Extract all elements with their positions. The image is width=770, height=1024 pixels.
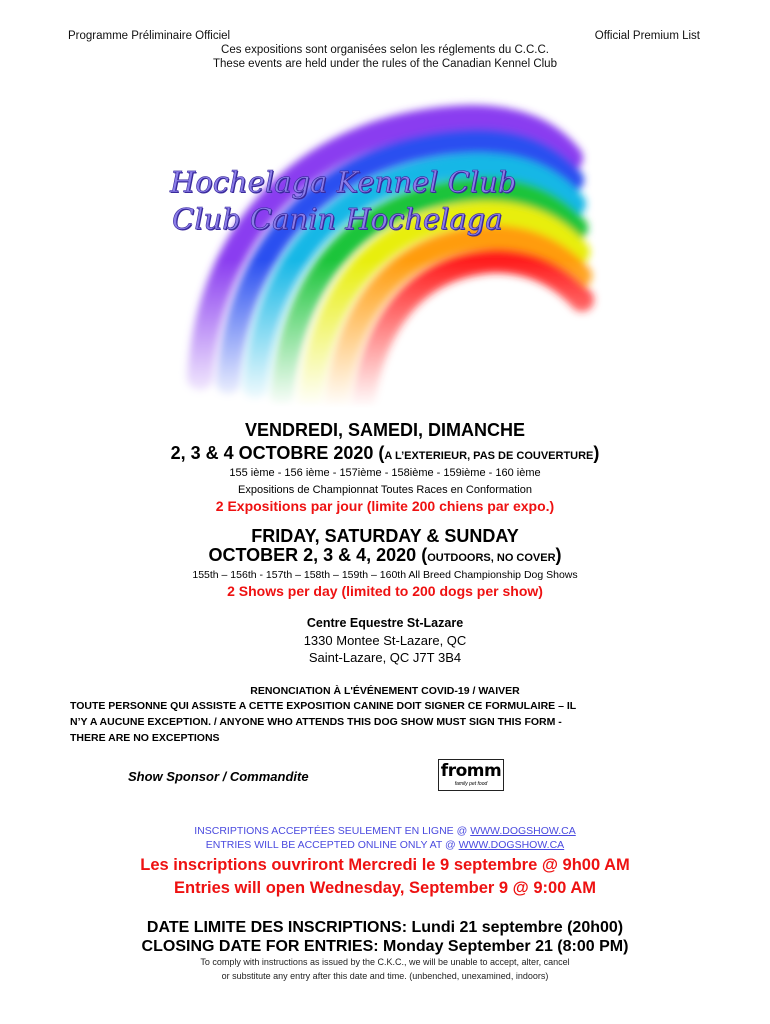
club-name-fr: Club Canin Hochelaga	[172, 202, 503, 236]
entries-online-en-text: ENTRIES WILL BE ACCEPTED ONLINE ONLY AT @	[205, 839, 459, 851]
header-left-title: Programme Préliminaire Officiel	[68, 30, 231, 42]
limit-en: 2 Shows per day (limited to 200 dogs per show)	[227, 583, 543, 599]
dates-en-sub: OUTDOORS, NO COVER	[427, 552, 556, 564]
days-en: FRIDAY, SATURDAY & SUNDAY	[251, 526, 519, 546]
entries-online-fr-text: INSCRIPTIONS ACCEPTÉES SEULEMENT EN LIGNE @	[194, 825, 471, 837]
entries-online-fr	[0, 825, 770, 837]
closing-date-en: CLOSING DATE FOR ENTRIES: Monday September 21 (8:00 PM)	[141, 938, 629, 955]
venue-city: Saint-Lazare, QC J7T 3B4	[308, 650, 462, 665]
header-rules-en: These events are held under the rules of the Canadian Kennel Club	[213, 58, 557, 70]
dates-en-main: OCTOBER 2, 3 & 4, 2020 (	[208, 545, 428, 565]
dogshow-link-en[interactable]: WWW.DOGSHOW.CA	[458, 839, 565, 851]
closing-note-1: To comply with instructions as issued by the C.K.C., we will be unable to accept, alter, cancel	[200, 957, 570, 967]
dates-en	[0, 545, 770, 566]
rainbow-illustration	[140, 78, 620, 408]
entries-open-fr: Les inscriptions ouvriront Mercredi le 9 septembre @ 9h00 AM	[140, 856, 630, 874]
waiver-line-1: TOUTE PERSONNE QUI ASSISTE A CETTE EXPOSITION CANINE DOIT SIGNER CE FORMULAIRE – IL	[70, 700, 577, 712]
waiver-line-2: N’Y A AUCUNE EXCEPTION. / ANYONE WHO ATTENDS THIS DOG SHOW MUST SIGN THIS FORM -	[70, 716, 562, 728]
venue-street: 1330 Montee St-Lazare, QC	[303, 633, 467, 648]
dates-fr	[0, 443, 770, 464]
closing-date-fr: DATE LIMITE DES INSCRIPTIONS: Lundi 21 septembre (20h00)	[146, 919, 624, 936]
dates-fr-main: 2, 3 & 4 OCTOBRE 2020 (	[170, 443, 385, 463]
entries-open-en: Entries will open Wednesday, September 9 @ 9:00 AM	[174, 879, 596, 897]
days-fr: VENDREDI, SAMEDI, DIMANCHE	[244, 420, 526, 440]
fromm-logo-sub: family pet food	[454, 781, 488, 787]
limit-fr: 2 Expositions par jour (limite 200 chiens par expo.)	[215, 498, 555, 514]
fromm-logo	[438, 759, 504, 791]
venue-name: Centre Equestre St-Lazare	[306, 616, 464, 630]
show-numbers-fr: 155 ième - 156 ième - 157ième - 158ième - 159ième - 160 ième	[229, 467, 541, 479]
dates-fr-close: )	[593, 443, 600, 463]
waiver-title: RENONCIATION À L'ÉVÉNEMENT COVID-19 / WAIVER	[250, 685, 520, 697]
dates-fr-sub: A L’EXTERIEUR, PAS DE COUVERTURE	[384, 450, 594, 462]
dates-en-close: )	[555, 545, 562, 565]
header-rules-fr: Ces expositions sont organisées selon les réglements du C.C.C.	[221, 44, 549, 56]
show-numbers-en: 155th – 156th - 157th – 158th – 159th – 160th All Breed Championship Dog Shows	[192, 569, 578, 581]
sponsor-label: Show Sponsor / Commandite	[128, 769, 309, 784]
show-type-fr: Expositions de Championnat Toutes Races en Conformation	[238, 484, 532, 496]
entries-online-en	[0, 839, 770, 851]
closing-note-2: or substitute any entry after this date and time. (unbenched, unexamined, indoors)	[221, 971, 549, 981]
club-name-en: Hochelaga Kennel Club	[170, 165, 517, 199]
fromm-logo-text: fromm	[440, 761, 502, 781]
waiver-line-3: THERE ARE NO EXCEPTIONS	[70, 732, 220, 744]
header-right-title: Official Premium List	[594, 30, 700, 42]
dogshow-link-fr[interactable]: WWW.DOGSHOW.CA	[470, 825, 576, 837]
